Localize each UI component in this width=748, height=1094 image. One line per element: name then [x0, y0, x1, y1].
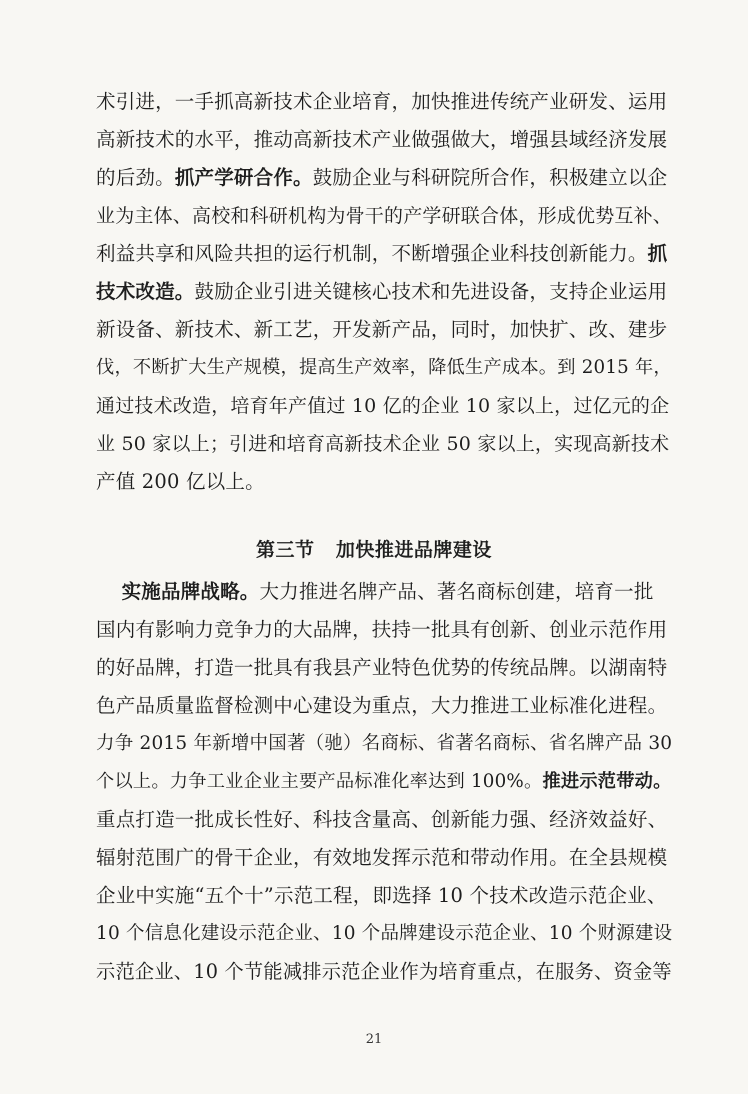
- text-line: [96, 425, 676, 463]
- text-line: [96, 121, 676, 159]
- section-title: 加快推进品牌建设: [335, 539, 492, 561]
- text-line: [96, 877, 676, 915]
- bold-heading-tech-upgrade: 技术改造。: [96, 280, 195, 303]
- text-line: [96, 197, 676, 235]
- text-line: [96, 387, 676, 425]
- line-text: 业为主体、高校和科研机构为骨干的产学研联合体，形成优势互补、: [96, 205, 673, 227]
- paragraph-tech-innovation: [96, 83, 676, 501]
- text-line: [96, 687, 676, 725]
- text-line: [96, 649, 676, 687]
- text-line: [96, 801, 676, 839]
- text-line: [96, 839, 676, 877]
- bold-heading-industry-academia: 抓产学研合作。: [174, 166, 313, 189]
- line-text: 鼓励企业引进关键核心技术和先进设备，支持企业运用: [194, 280, 668, 303]
- line-text: 10 个信息化建设示范企业、10 个品牌建设示范企业、10 个财源建设: [96, 923, 673, 944]
- text-line: [96, 159, 676, 197]
- line-text: 企业中实施“五个十”示范工程，即选择 10 个技术改造示范企业、: [96, 884, 667, 907]
- line-text: 国内有影响力竞争力的大品牌，扶持一批具有创新、创业示范作用: [96, 618, 668, 641]
- section-number: 第三节: [256, 539, 315, 561]
- text-line: [96, 725, 676, 763]
- line-text: 伐，不断扩大生产规模，提高生产效率，降低生产成本。到 2015 年，: [96, 357, 672, 378]
- line-text: 辐射范围广的骨干企业，有效地发挥示范和带动作用。在全县规模: [96, 846, 668, 869]
- line-text: 色产品质量监督检测中心建设为重点，大力推进工业标准化进程。: [96, 694, 668, 717]
- text-line: [96, 915, 676, 953]
- text-line: [96, 611, 676, 649]
- line-text: 大力推进名牌产品、著名商标创建，培育一批: [259, 580, 654, 603]
- line-text: 利益共享和风险共担的运行机制，不断增强企业科技创新能力。: [96, 242, 648, 265]
- page-number: 21: [365, 1032, 383, 1047]
- text-line: [96, 83, 676, 121]
- line-text: 鼓励企业与科研院所合作，积极建立以企: [312, 166, 668, 189]
- paragraph-brand-strategy: [96, 573, 676, 991]
- line-text: 示范企业、10 个节能减排示范企业作为培育重点，在服务、资金等: [96, 960, 672, 983]
- line-text: 新设备、新技术、新工艺，开发新产品，同时，加快扩、改、建步: [96, 318, 668, 341]
- line-text: 力争 2015 年新增中国著（驰）名商标、省著名商标、省名牌产品 30: [96, 733, 673, 754]
- bold-heading-tech-upgrade-start: 抓: [647, 242, 668, 265]
- line-text: 产值 200 亿以上。: [96, 470, 265, 493]
- line-text: 通过技术改造，培育年产值过 10 亿的企业 10 家以上，过亿元的企: [96, 395, 670, 417]
- text-line: [96, 235, 676, 273]
- bold-heading-brand-strategy: 实施品牌战略。: [121, 580, 260, 603]
- bold-heading-demonstration: 推进示范带动。: [542, 771, 672, 792]
- line-text: 高新技术的水平，推动高新技术产业做强做大，增强县域经济发展: [96, 128, 668, 151]
- section-heading: [0, 535, 748, 562]
- text-line: [96, 349, 676, 387]
- line-text: 个以上。力争工业企业主要产品标准化率达到 100%。: [96, 771, 543, 792]
- line-text: 的好品牌，打造一批具有我县产业特色优势的传统品牌。以湖南特: [96, 656, 668, 679]
- line-text: 业 50 家以上；引进和培育高新技术企业 50 家以上，实现高新技术: [96, 433, 670, 455]
- text-line: [96, 573, 676, 611]
- text-line: [96, 273, 676, 311]
- text-line: [96, 953, 676, 991]
- line-text: 的后劲。: [96, 166, 175, 189]
- line-text: 重点打造一批成长性好、科技含量高、创新能力强、经济效益好、: [96, 808, 668, 831]
- text-line: [96, 763, 676, 801]
- line-text: 术引进，一手抓高新技术企业培育，加快推进传统产业研发、运用: [96, 90, 668, 113]
- text-line: [96, 463, 676, 501]
- text-line: [96, 311, 676, 349]
